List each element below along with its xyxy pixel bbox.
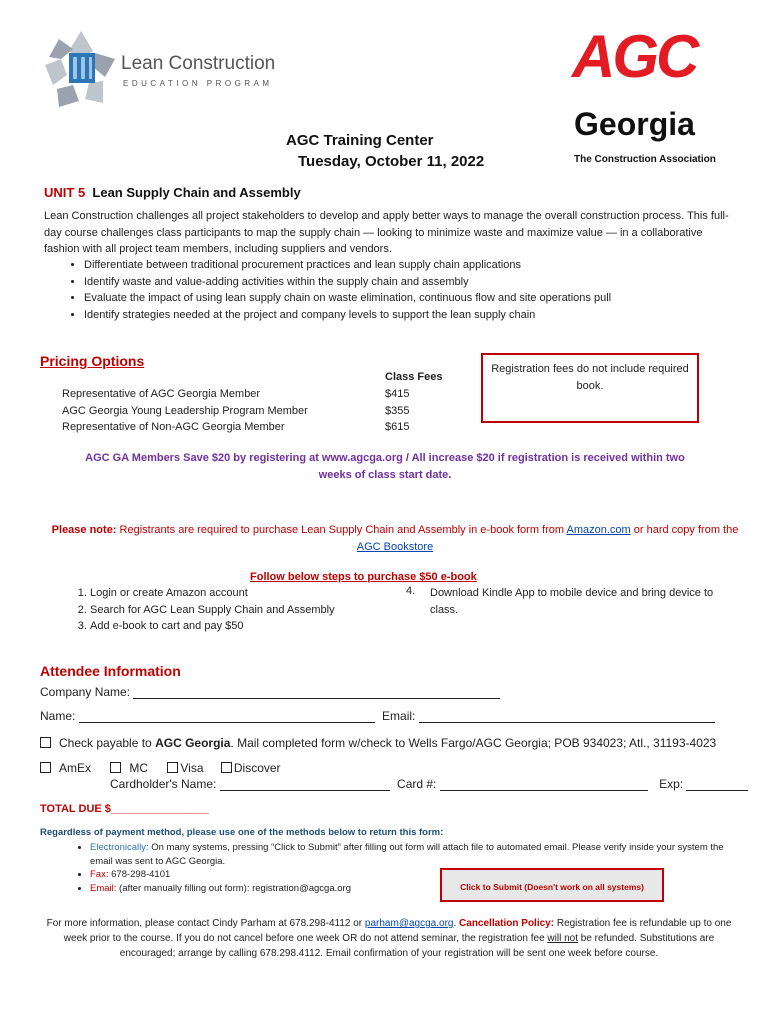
check-payee: AGC Georgia bbox=[155, 736, 231, 750]
pricing-heading: Pricing Options bbox=[40, 353, 145, 369]
return-methods-heading: Regardless of payment method, please use one of the methods below to return this form: bbox=[40, 827, 444, 838]
check-text-pre: Check payable to bbox=[59, 736, 156, 750]
email-field[interactable] bbox=[419, 710, 715, 723]
visa-checkbox[interactable] bbox=[167, 762, 178, 773]
footer-contact: For more information, please contact Cindy Parham at 678.298-4112 or bbox=[46, 918, 365, 929]
attendee-heading: Attendee Information bbox=[40, 663, 181, 679]
check-text-post: . Mail completed form w/check to Wells Fargo/AGC Georgia; POB 934023; Atl., 31193-4023 bbox=[230, 736, 717, 750]
method-label: Fax: bbox=[90, 869, 109, 880]
card-details-row bbox=[110, 777, 748, 791]
card-type-row bbox=[40, 761, 281, 775]
list-item bbox=[90, 841, 730, 868]
logo-tagline: The Construction Association bbox=[574, 154, 716, 165]
list-item: 3. Add e-book to cart and pay $50 bbox=[90, 618, 335, 635]
method-text: (after manually filling out form): registration@agcga.org bbox=[116, 882, 351, 894]
fee-value: $355 bbox=[385, 404, 410, 417]
course-date: Tuesday, October 11, 2022 bbox=[298, 153, 485, 170]
policy-text-1: Registration fee is refundable up to one week prior to the course. If you do not cancel before one week OR do not attend seminar, the registration fee bbox=[63, 918, 732, 944]
list-item: • Identify strategies needed at the project and company levels to support the lean supply chain bbox=[84, 307, 611, 324]
note-label: Please note: bbox=[51, 524, 117, 536]
mc-checkbox[interactable] bbox=[110, 762, 121, 773]
exp-label: Exp: bbox=[659, 777, 684, 791]
company-name-label: Company Name: bbox=[40, 685, 131, 699]
objectives-list bbox=[64, 257, 611, 323]
step-4-text: Download Kindle App to mobile device and bring device to class. bbox=[430, 587, 714, 616]
amex-label: AmEx bbox=[59, 761, 92, 775]
ebook-steps-heading: Follow below steps to purchase $50 e-book bbox=[250, 571, 477, 583]
method-label: Email: bbox=[90, 882, 117, 894]
list-item: • Evaluate the impact of using lean supply chain on waste elimination, continuous flow and site operations pull bbox=[84, 290, 611, 307]
discover-checkbox[interactable] bbox=[221, 762, 232, 773]
member-savings-notice: AGC GA Members Save $20 by registering at www.agcga.org / All increase $20 if registration is received within two weeks of class start date. bbox=[85, 452, 685, 481]
will-not-text: will not bbox=[547, 933, 578, 944]
lean-logo-icon bbox=[45, 29, 117, 113]
agc-logo-text: AGC bbox=[572, 23, 697, 90]
lean-logo-title: Lean Construction bbox=[121, 53, 276, 74]
amex-checkbox[interactable] bbox=[40, 762, 51, 773]
name-label: Name: bbox=[40, 709, 76, 723]
email-label: Email: bbox=[382, 709, 416, 723]
amazon-link[interactable]: Amazon.com bbox=[566, 524, 631, 536]
page-title: AGC Training Center bbox=[286, 132, 434, 149]
check-payment-checkbox[interactable] bbox=[40, 737, 51, 748]
method-text: 678-298-4101 bbox=[108, 869, 171, 880]
cardholder-field[interactable] bbox=[220, 778, 390, 791]
lean-logo-subtitle: EDUCATION PROGRAM bbox=[123, 79, 273, 88]
class-fees-heading: Class Fees bbox=[385, 371, 443, 383]
fee-values bbox=[385, 386, 409, 436]
lean-construction-logo bbox=[45, 35, 285, 95]
method-label: Electronically: bbox=[90, 842, 149, 853]
unit-name: Lean Supply Chain and Assembly bbox=[92, 185, 301, 200]
fee-labels bbox=[62, 386, 308, 436]
company-name-row bbox=[40, 685, 500, 699]
course-description: Lean Construction challenges all project stakeholders to develop and apply better ways to manage the overall construction process. This full-day course challenges class participants to map the supply chain — looking to minimize waste and maximize value — in a collaborative fashion with all project team members, including suppliers and vendors. bbox=[44, 210, 729, 255]
check-payment-row bbox=[40, 736, 716, 750]
georgia-logo-text: Georgia bbox=[574, 106, 695, 142]
submit-button[interactable]: Click to Submit (Doesn't work on all systems) bbox=[440, 868, 664, 902]
name-email-row bbox=[40, 709, 715, 723]
visa-label: Visa bbox=[180, 761, 204, 775]
cardholder-label: Cardholder's Name: bbox=[110, 777, 217, 791]
fee-label: AGC Georgia Young Leadership Program Member bbox=[62, 404, 308, 417]
step-4-number: 4. bbox=[406, 585, 416, 597]
total-due[interactable]: TOTAL DUE $________________ bbox=[40, 803, 209, 815]
registration-fee-note: Registration fees do not include required book. bbox=[481, 353, 699, 423]
list-item: 2. Search for AGC Lean Supply Chain and Assembly bbox=[90, 602, 335, 619]
cancellation-label: Cancellation Policy: bbox=[459, 918, 555, 929]
agc-georgia-logo bbox=[570, 22, 735, 172]
list-item: • Differentiate between traditional procurement practices and lean supply chain applications bbox=[84, 257, 611, 274]
fee-value: $615 bbox=[385, 421, 410, 433]
list-item: • Identify waste and value-adding activities within the supply chain and assembly bbox=[84, 274, 611, 291]
note-mid: or hard copy from the bbox=[630, 524, 739, 536]
email-link[interactable]: parham@agcga.org bbox=[364, 918, 454, 929]
book-purchase-note bbox=[50, 522, 740, 556]
mc-label: MC bbox=[129, 761, 149, 775]
fee-value: $415 bbox=[385, 388, 410, 400]
note-text: Registrants are required to purchase Lean Supply Chain and Assembly in e-book form from bbox=[116, 524, 567, 536]
card-number-field[interactable] bbox=[440, 778, 648, 791]
method-text: On many systems, pressing “Click to Submit” after filling out form will attach file to automated email. Please verify inside your system the email was sent to AGC Georgia. bbox=[90, 842, 724, 867]
agc-bookstore-link[interactable]: AGC Bookstore bbox=[356, 541, 434, 553]
unit-label: UNIT 5 bbox=[44, 185, 86, 200]
footer-info: For more information, please contact Cindy Parham at 678.298-4112 or parham@agcga.org. Cancellation Policy: Registration fee is refundable up to one week prior to the course. If you do not cancel before one week OR do not attend seminar, the registration fee will not be refunded. Substitutions are encouraged; arrange by calling 678.298.4112. Email confirmation of your registration will be sent one week before course. bbox=[46, 918, 732, 959]
fee-label: Representative of AGC Georgia Member bbox=[62, 388, 261, 400]
company-name-field[interactable] bbox=[133, 686, 500, 699]
fee-label: Representative of Non-AGC Georgia Member bbox=[62, 421, 285, 433]
discover-label: Discover bbox=[233, 761, 281, 775]
unit-heading bbox=[44, 185, 301, 200]
policy-text-2: be refunded. Substitutions are encouraged; arrange by calling 678.298.4112. Email confirmation of your registration will be sent one week before course. bbox=[119, 933, 715, 959]
name-field[interactable] bbox=[79, 710, 375, 723]
list-item: 1. Login or create Amazon account bbox=[90, 585, 335, 602]
exp-field[interactable] bbox=[686, 778, 748, 791]
ebook-steps-list bbox=[52, 585, 335, 635]
card-number-label: Card #: bbox=[397, 777, 437, 791]
